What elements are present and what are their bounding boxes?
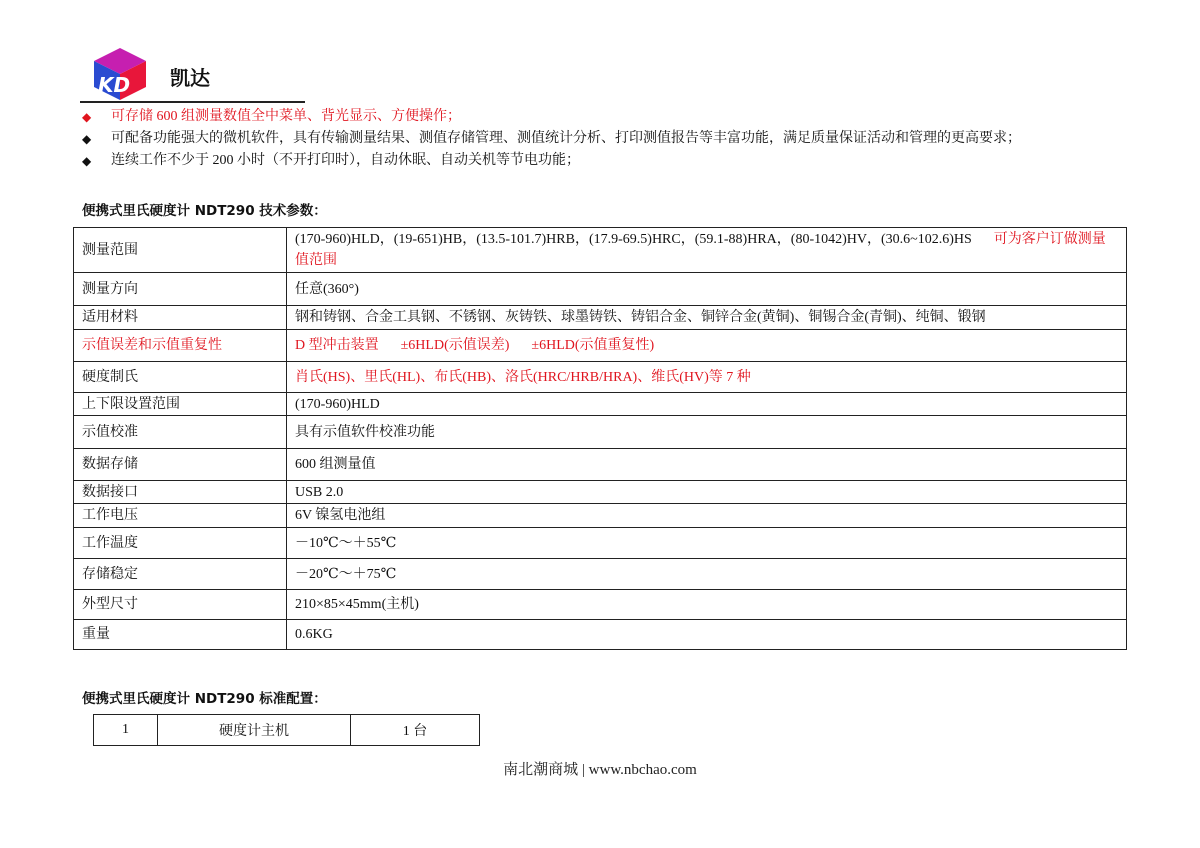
spec-value: [287, 228, 1127, 273]
brand-name: 凯达: [170, 66, 210, 90]
spec-key: 测量范围: [74, 228, 287, 273]
spec-key: 外型尺寸: [74, 590, 287, 620]
config-title: 便携式里氏硬度计 NDT290 标准配置：: [82, 691, 327, 707]
table-row: [74, 620, 1127, 650]
spec-value: (170-960)HLD: [287, 393, 1127, 416]
header: [90, 46, 306, 104]
spec-value: 210×85×45mm(主机): [287, 590, 1127, 620]
table-row: [74, 273, 1127, 306]
diamond-bullet-icon: ◆: [82, 110, 92, 124]
feature-text: 可存储 600 组测量数值全中菜单、背光显示、方便操作；: [111, 109, 461, 124]
spec-value: 6V 镍氢电池组: [287, 504, 1127, 528]
spec-value: 肖氏(HS)、里氏(HL)、布氏(HB)、洛氏(HRC/HRB/HRA)、维氏(HV)等 7 种: [287, 362, 1127, 393]
feature-text: 可配备功能强大的微机软件，具有传输测量结果、测值存储管理、测值统计分析、打印测值报告等丰富功能，满足质量保证活动和管理的更高要求；: [111, 131, 1021, 146]
spec-key: 硬度制氏: [74, 362, 287, 393]
spec-key: 工作温度: [74, 528, 287, 559]
logo-text: KD: [98, 73, 131, 97]
table-row: [74, 393, 1127, 416]
spec-key: 测量方向: [74, 273, 287, 306]
table-row: [74, 330, 1127, 362]
feature-item: [80, 150, 1170, 172]
diamond-bullet-icon: ◆: [82, 154, 92, 168]
table-row: [74, 449, 1127, 481]
specs-title: 便携式里氏硬度计 NDT290 技术参数：: [82, 203, 327, 219]
spec-key: 适用材料: [74, 306, 287, 330]
spec-key: 数据存储: [74, 449, 287, 481]
spec-value: USB 2.0: [287, 481, 1127, 504]
kd-logo: [90, 46, 150, 102]
spec-key: 工作电压: [74, 504, 287, 528]
spec-key: 上下限设置范围: [74, 393, 287, 416]
spec-value-part: ±6HLD(示值重复性): [531, 338, 655, 353]
feature-item: [80, 128, 1170, 150]
diamond-bullet-icon: ◆: [82, 132, 92, 146]
feature-item: [80, 106, 1170, 128]
table-row: [74, 528, 1127, 559]
spec-value-part: D 型冲击装置: [295, 338, 379, 353]
config-table: [93, 714, 480, 746]
feature-list: [80, 106, 1170, 172]
table-row: [74, 416, 1127, 449]
spec-value: 0.6KG: [287, 620, 1127, 650]
spec-value: 600 组测量值: [287, 449, 1127, 481]
footer: 南北潮商城 | www.nbchao.com: [503, 762, 697, 778]
header-rule: [80, 101, 305, 103]
spec-value-text: (170-960)HLD，(19-651)HB，(13.5-101.7)HRB，(17.9-69.5)HRC，(59.1-88)HRA，(80-1042)HV，(30.6~102.6)HS: [295, 232, 972, 247]
spec-value: 具有示值软件校准功能: [287, 416, 1127, 449]
table-row: [74, 559, 1127, 590]
spec-value: －20℃～＋75℃: [287, 559, 1127, 590]
table-row: [74, 504, 1127, 528]
spec-value: 任意(360°): [287, 273, 1127, 306]
config-item: 硬度计主机: [158, 715, 351, 746]
spec-value-part: ±6HLD(示值误差): [400, 338, 510, 353]
table-row: [94, 715, 480, 746]
spec-key: 示值误差和示值重复性: [74, 330, 287, 362]
spec-key: 重量: [74, 620, 287, 650]
spec-value: [287, 330, 1127, 362]
spec-value-note: 可为客户订做测量值范围: [295, 232, 1106, 268]
table-row: [74, 228, 1127, 273]
feature-text: 连续工作不少于 200 小时（不开打印时），自动休眠、自动关机等节电功能；: [111, 153, 580, 168]
table-row: [74, 590, 1127, 620]
table-row: [74, 481, 1127, 504]
table-row: [74, 306, 1127, 330]
config-no: 1: [94, 715, 158, 746]
config-qty: 1 台: [351, 715, 480, 746]
spec-key: 示值校准: [74, 416, 287, 449]
specs-table: [73, 227, 1127, 650]
spec-key: 数据接口: [74, 481, 287, 504]
table-row: [74, 362, 1127, 393]
spec-value: －10℃～＋55℃: [287, 528, 1127, 559]
spec-value: 钢和铸钢、合金工具钢、不锈钢、灰铸铁、球墨铸铁、铸铝合金、铜锌合金(黄铜)、铜锡合金(青铜)、纯铜、锻钢: [287, 306, 1127, 330]
spec-key: 存储稳定: [74, 559, 287, 590]
